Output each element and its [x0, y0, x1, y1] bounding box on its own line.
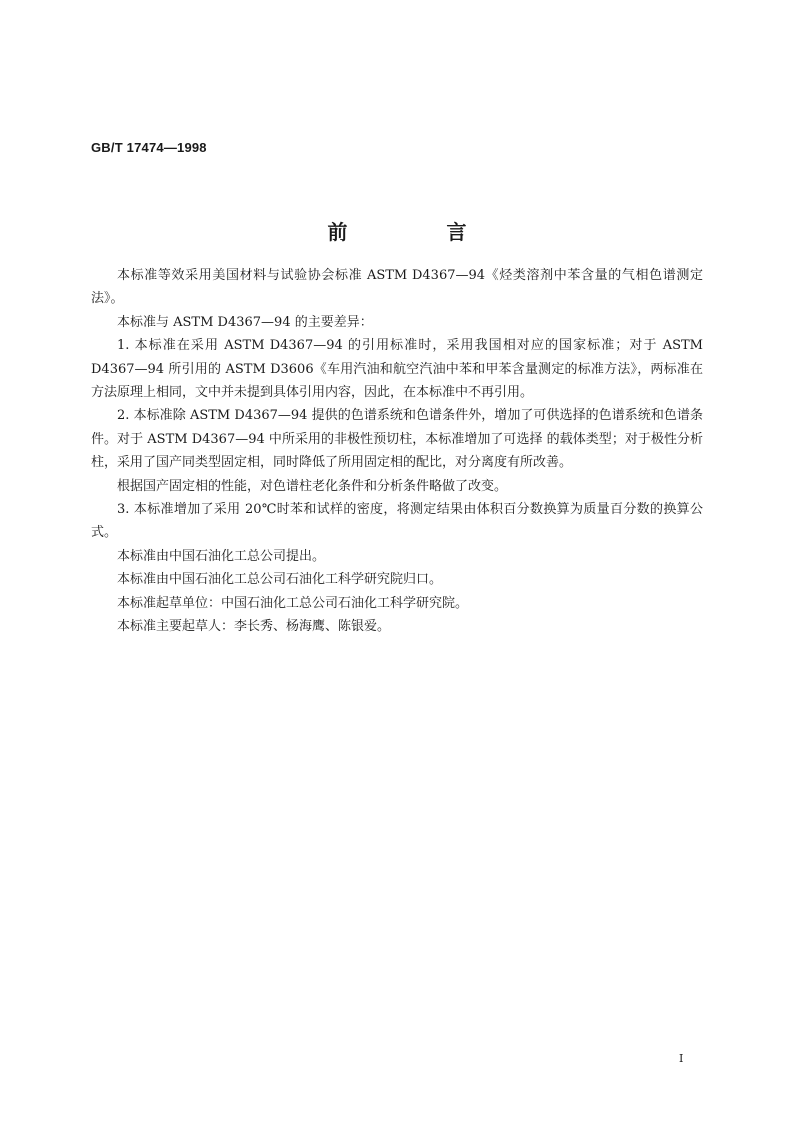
- section-title: 前 言: [327, 220, 513, 244]
- standard-code: GB/T 17474—1998: [91, 140, 207, 155]
- paragraph-proposer: 本标准由中国石油化工总公司提出。: [117, 548, 326, 564]
- paragraph-administrator: 本标准由中国石油化工总公司石油化工科学研究院归口。: [117, 572, 443, 588]
- paragraph-difference-3: 3. 本标准增加了采用 20℃时苯和试样的密度，将测定结果由体积百分数换算为质量百分数的换算公式。: [91, 502, 703, 541]
- paragraph-difference-1: 1. 本标准在采用 ASTM D4367—94 的引用标准时，采用我国相对应的国家标准；对于 ASTM D4367—94 所引用的 ASTM D3606《车用汽油和航空汽油中苯和甲苯含量测定的标准方法》，两标准在方法原理上相同，文中并未提到具体引用内容，因此，在本标准中不再引用。: [91, 338, 703, 401]
- paragraph-difference-2: 2. 本标准除 ASTM D4367—94 提供的色谱系统和色谱条件外，增加了可供选择的色谱系统和色谱条件。对于 ASTM D4367—94 中所采用的非极性预切柱，本标准增加了可选择 的载体类型；对于极性分析柱，采用了国产同类型固定相，同时降低了所用固定相的配比，对分离度有所改善。: [91, 408, 703, 471]
- foreword-body: [91, 264, 703, 639]
- paragraph-stationary-phase: 根据国产固定相的性能，对色谱柱老化条件和分析条件略做了改变。: [117, 478, 508, 494]
- paragraph-adoption: 本标准等效采用美国材料与试验协会标准 ASTM D4367—94《烃类溶剂中苯含量的气相色谱测定法》。: [91, 268, 703, 307]
- paragraph-differences-intro: 本标准与 ASTM D4367—94 的主要差异：: [117, 314, 373, 330]
- paragraph-drafters: 本标准主要起草人：李长秀、杨海鹰、陈银爱。: [117, 619, 391, 635]
- paragraph-drafting-unit: 本标准起草单位：中国石油化工总公司石油化工科学研究院。: [117, 595, 469, 611]
- page-number: I: [679, 1052, 684, 1065]
